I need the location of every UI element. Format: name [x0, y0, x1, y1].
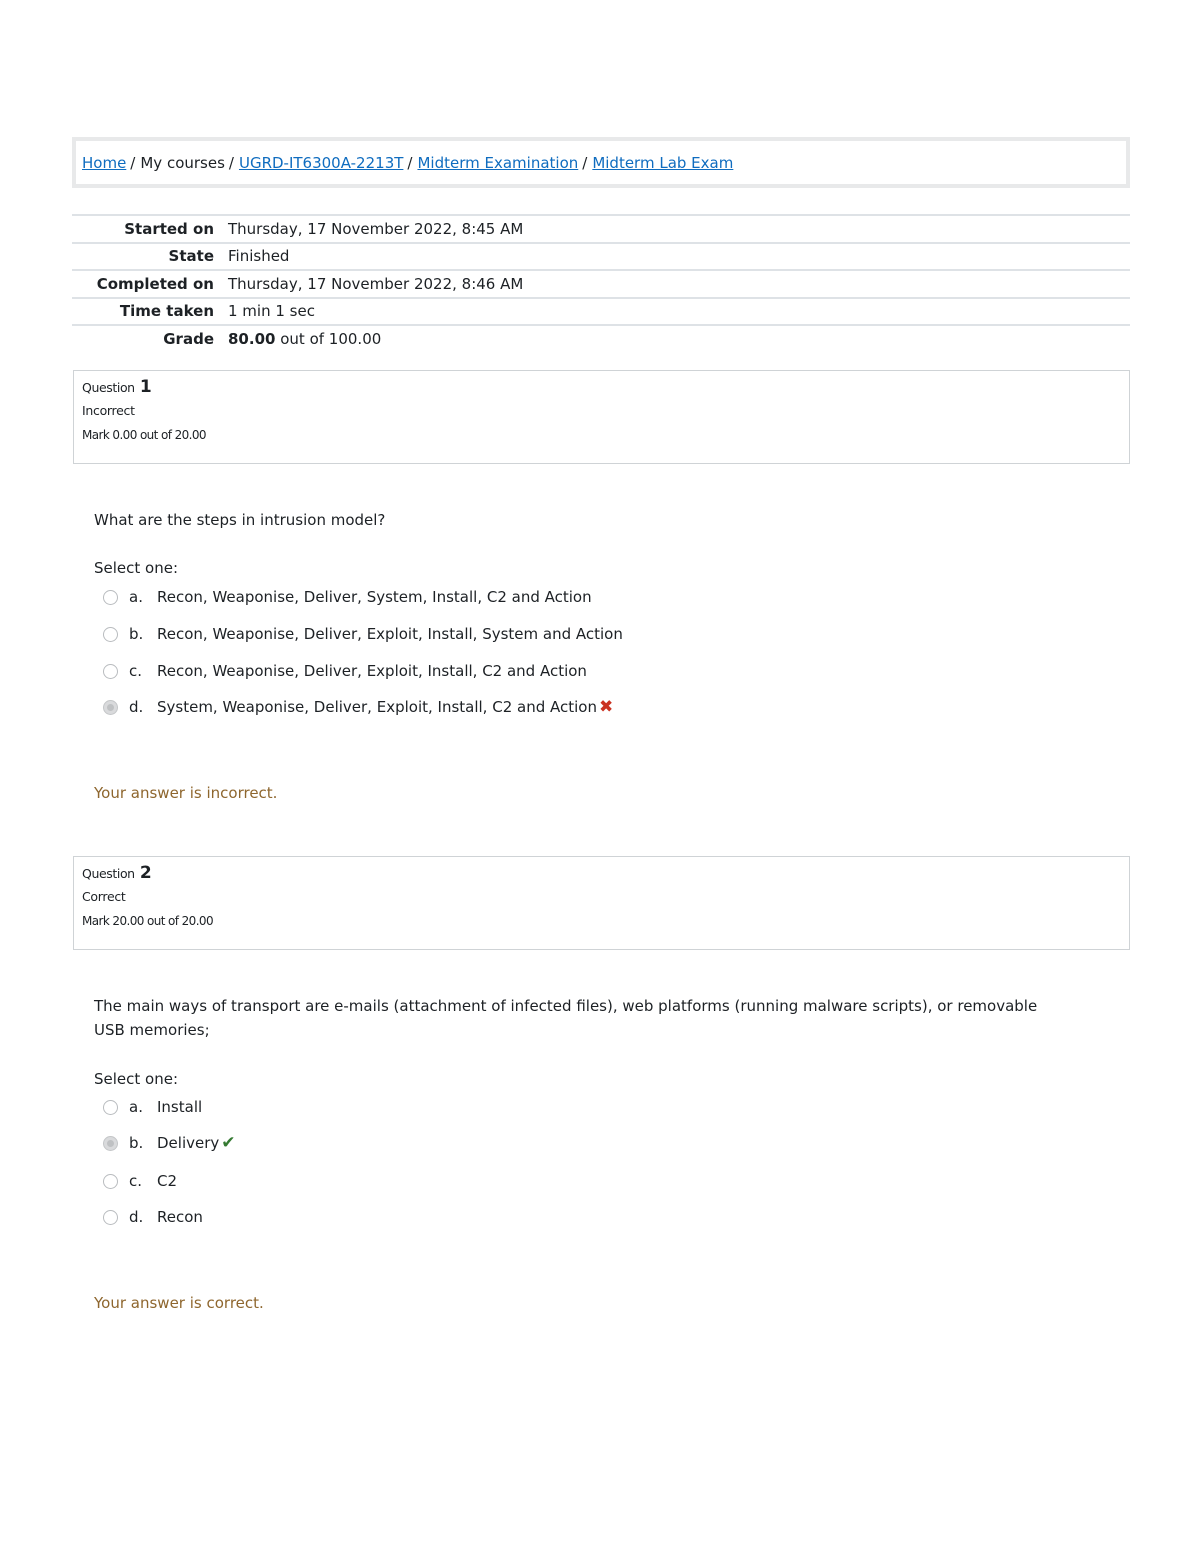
- option-letter: b.: [129, 1134, 144, 1152]
- question-2-option-d[interactable]: [103, 1205, 203, 1229]
- option-letter: a.: [129, 588, 143, 606]
- breadcrumb-separator: /: [407, 154, 413, 172]
- option-letter: b.: [129, 625, 144, 643]
- completed-on-value: Thursday, 17 November 2022, 8:46 AM: [228, 274, 524, 293]
- radio-button[interactable]: [103, 590, 118, 605]
- breadcrumb-course-link[interactable]: UGRD-IT6300A-2213T: [238, 154, 404, 172]
- summary-row-time-taken: [72, 298, 1130, 326]
- grade-label: Grade: [163, 330, 214, 349]
- completed-on-label: Completed on: [96, 274, 214, 293]
- option-text: System, Weaponise, Deliver, Exploit, Install, C2 and Action: [157, 698, 597, 716]
- option-letter: a.: [129, 1098, 143, 1116]
- question-2-info: [73, 856, 1130, 950]
- question-1-feedback: Your answer is incorrect.: [94, 784, 278, 802]
- breadcrumb-home-link[interactable]: Home: [82, 154, 127, 172]
- question-1-option-d[interactable]: [103, 695, 613, 719]
- cross-icon: ✖: [598, 697, 614, 717]
- radio-button[interactable]: [103, 1210, 118, 1225]
- breadcrumb-separator: /: [130, 154, 136, 172]
- summary-row-started: [72, 215, 1130, 243]
- breadcrumb-separator: /: [582, 154, 588, 172]
- question-number: 2: [139, 863, 152, 883]
- radio-button-selected[interactable]: [103, 700, 118, 715]
- option-text: Recon: [157, 1208, 203, 1226]
- question-2-option-b[interactable]: [103, 1131, 236, 1155]
- question-1-option-b[interactable]: [103, 622, 623, 646]
- question-2-option-c[interactable]: [103, 1169, 177, 1193]
- question-2-option-a[interactable]: [103, 1095, 202, 1119]
- radio-button[interactable]: [103, 1174, 118, 1189]
- option-text: Install: [157, 1098, 203, 1116]
- grade-value: 80.00: [228, 330, 276, 349]
- state-label: State: [168, 247, 214, 266]
- breadcrumb-separator: /: [228, 154, 234, 172]
- question-mark: Mark 0.00 out of 20.00: [82, 428, 206, 442]
- radio-button-selected[interactable]: [103, 1136, 118, 1151]
- option-text: C2: [157, 1172, 178, 1190]
- breadcrumb-activity-link[interactable]: Midterm Lab Exam: [592, 154, 734, 172]
- question-label: Question: [82, 866, 135, 881]
- option-letter: c.: [129, 662, 143, 680]
- option-text: Recon, Weaponise, Deliver, Exploit, Install, C2 and Action: [157, 662, 587, 680]
- summary-row-state: [72, 243, 1130, 271]
- question-1-option-c[interactable]: [103, 659, 587, 683]
- option-text: Recon, Weaponise, Deliver, System, Install, C2 and Action: [157, 588, 592, 606]
- summary-row-completed: [72, 270, 1130, 298]
- grade-suffix: out of 100.00: [280, 330, 382, 349]
- option-letter: d.: [129, 1208, 144, 1226]
- attempt-summary-table: [72, 214, 1130, 353]
- question-2-prompt: Select one:: [94, 1070, 179, 1088]
- breadcrumb: [72, 137, 1130, 188]
- question-mark: Mark 20.00 out of 20.00: [82, 914, 213, 928]
- breadcrumb-my-courses: My courses: [140, 154, 225, 172]
- started-on-label: Started on: [124, 219, 214, 238]
- grade-value-cell: [228, 325, 1130, 353]
- question-state: Correct: [82, 889, 126, 904]
- radio-button[interactable]: [103, 1100, 118, 1115]
- radio-button[interactable]: [103, 664, 118, 679]
- option-text: Recon, Weaponise, Deliver, Exploit, Install, System and Action: [157, 625, 623, 643]
- breadcrumb-section-link[interactable]: Midterm Examination: [417, 154, 579, 172]
- question-1-option-a[interactable]: [103, 585, 592, 609]
- question-2-text: The main ways of transport are e-mails (attachment of infected files), web platforms (running malware scripts), or removable USB memories;: [94, 997, 1038, 1039]
- question-1-prompt: Select one:: [94, 559, 179, 577]
- question-2-feedback: Your answer is correct.: [94, 1294, 264, 1312]
- time-taken-value: 1 min 1 sec: [228, 302, 315, 321]
- question-label: Question: [82, 380, 135, 395]
- time-taken-label: Time taken: [119, 302, 214, 321]
- option-letter: d.: [129, 698, 144, 716]
- check-icon: ✔: [221, 1133, 236, 1153]
- started-on-value: Thursday, 17 November 2022, 8:45 AM: [228, 219, 524, 238]
- radio-button[interactable]: [103, 627, 118, 642]
- option-letter: c.: [129, 1172, 143, 1190]
- summary-row-grade: [72, 325, 1130, 353]
- state-value: Finished: [228, 247, 290, 266]
- option-text: Delivery: [157, 1134, 220, 1152]
- question-state: Incorrect: [82, 403, 135, 418]
- question-number: 1: [139, 377, 152, 397]
- question-1-info: [73, 370, 1130, 464]
- question-1-text: What are the steps in intrusion model?: [94, 511, 386, 529]
